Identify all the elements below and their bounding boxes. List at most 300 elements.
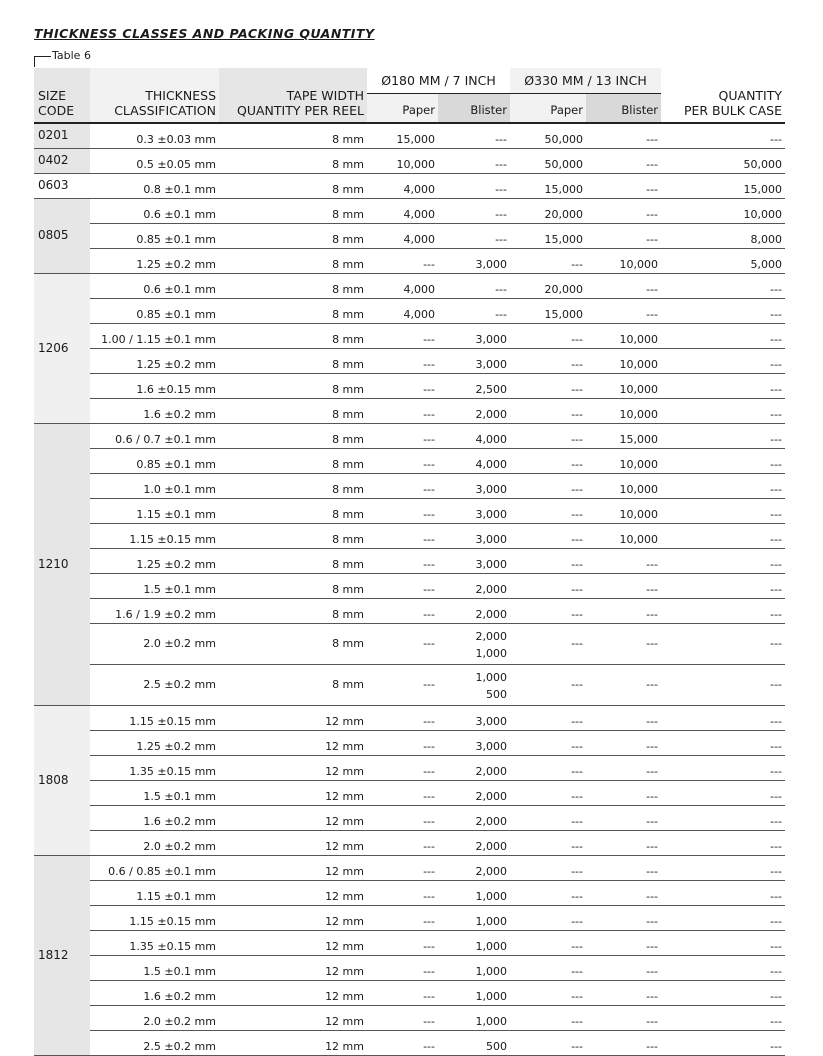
blister-330-cell: --- bbox=[586, 1031, 661, 1056]
table-row bbox=[34, 174, 785, 199]
paper-180-cell: --- bbox=[367, 1031, 438, 1056]
header-reel-330: Ø330 MM / 13 INCH bbox=[510, 68, 661, 94]
bulk-case-cell: 5,000 bbox=[661, 249, 785, 274]
blister-330-cell: 10,000 bbox=[586, 399, 661, 424]
bulk-case-cell: --- bbox=[661, 981, 785, 1006]
thickness-cell: 0.3 ±0.03 mm bbox=[90, 123, 219, 149]
tape-width-cell: 8 mm bbox=[219, 574, 367, 599]
table-row bbox=[34, 524, 785, 549]
thickness-cell: 1.35 ±0.15 mm bbox=[90, 931, 219, 956]
paper-180-cell: 4,000 bbox=[367, 224, 438, 249]
blister-180-cell: 1,000 bbox=[438, 956, 510, 981]
size-code-cell: 1206 bbox=[34, 274, 90, 424]
paper-330-cell: --- bbox=[510, 1031, 586, 1056]
blister-180-cell: 2,000 bbox=[438, 756, 510, 781]
blister-330-cell: 10,000 bbox=[586, 374, 661, 399]
paper-330-cell: --- bbox=[510, 756, 586, 781]
paper-180-cell: --- bbox=[367, 399, 438, 424]
caption-label: Table 6 bbox=[52, 49, 91, 62]
blister-180-cell: 500 bbox=[438, 1031, 510, 1056]
size-code-cell: 0603 bbox=[34, 174, 90, 199]
thickness-cell: 1.6 ±0.2 mm bbox=[90, 981, 219, 1006]
paper-330-cell: --- bbox=[510, 781, 586, 806]
blister-180-cell: --- bbox=[438, 174, 510, 199]
table-row bbox=[34, 1006, 785, 1031]
tape-width-cell: 12 mm bbox=[219, 806, 367, 831]
table-row bbox=[34, 781, 785, 806]
blister-330-cell: --- bbox=[586, 274, 661, 299]
blister-330-cell: --- bbox=[586, 224, 661, 249]
tape-width-cell: 8 mm bbox=[219, 274, 367, 299]
tape-width-cell: 8 mm bbox=[219, 424, 367, 449]
paper-180-cell: --- bbox=[367, 931, 438, 956]
caption-bracket bbox=[34, 56, 51, 67]
paper-180-cell: --- bbox=[367, 806, 438, 831]
thickness-cell: 0.6 ±0.1 mm bbox=[90, 199, 219, 224]
blister-180-cell: 4,000 bbox=[438, 424, 510, 449]
table-row bbox=[34, 324, 785, 349]
tape-width-cell: 8 mm bbox=[219, 499, 367, 524]
blister-180-cell: 2,000 bbox=[438, 599, 510, 624]
paper-330-cell: --- bbox=[510, 349, 586, 374]
table-row bbox=[34, 499, 785, 524]
blister-180-cell: --- bbox=[438, 274, 510, 299]
paper-180-cell: --- bbox=[367, 424, 438, 449]
paper-180-cell: --- bbox=[367, 906, 438, 931]
paper-330-cell: --- bbox=[510, 931, 586, 956]
paper-330-cell: --- bbox=[510, 881, 586, 906]
paper-180-cell: --- bbox=[367, 781, 438, 806]
paper-330-cell: 15,000 bbox=[510, 174, 586, 199]
bulk-case-cell: --- bbox=[661, 599, 785, 624]
paper-180-cell: --- bbox=[367, 831, 438, 856]
paper-330-cell: --- bbox=[510, 731, 586, 756]
tape-width-cell: 8 mm bbox=[219, 524, 367, 549]
paper-330-cell: --- bbox=[510, 549, 586, 574]
bulk-case-cell: --- bbox=[661, 449, 785, 474]
bulk-case-cell: --- bbox=[661, 665, 785, 706]
header-blister-330: Blister bbox=[586, 94, 661, 124]
paper-330-cell: 15,000 bbox=[510, 224, 586, 249]
tape-width-cell: 8 mm bbox=[219, 599, 367, 624]
paper-330-cell: --- bbox=[510, 956, 586, 981]
blister-330-cell: --- bbox=[586, 731, 661, 756]
table-row bbox=[34, 831, 785, 856]
header-tape-width bbox=[219, 68, 367, 123]
header-tape-line2: QUANTITY PER REEL bbox=[237, 103, 364, 118]
thickness-cell: 0.85 ±0.1 mm bbox=[90, 299, 219, 324]
blister-180-value: 1,000 bbox=[475, 671, 507, 684]
table-row bbox=[34, 474, 785, 499]
tape-width-cell: 8 mm bbox=[219, 449, 367, 474]
bulk-case-cell: --- bbox=[661, 956, 785, 981]
size-code-cell: 1210 bbox=[34, 424, 90, 706]
thickness-cell: 2.5 ±0.2 mm bbox=[90, 665, 219, 706]
tape-width-cell: 12 mm bbox=[219, 956, 367, 981]
thickness-cell: 0.8 ±0.1 mm bbox=[90, 174, 219, 199]
blister-180-cell: 3,000 bbox=[438, 249, 510, 274]
blister-180-cell: 2,000 bbox=[438, 781, 510, 806]
bulk-case-cell: --- bbox=[661, 324, 785, 349]
header-bulk-line1: QUANTITY bbox=[718, 88, 783, 103]
table-row bbox=[34, 756, 785, 781]
paper-180-cell: --- bbox=[367, 706, 438, 731]
blister-330-cell: 10,000 bbox=[586, 449, 661, 474]
blister-330-cell: --- bbox=[586, 123, 661, 149]
header-paper-330: Paper bbox=[510, 94, 586, 124]
thickness-cell: 0.6 ±0.1 mm bbox=[90, 274, 219, 299]
paper-180-cell: --- bbox=[367, 499, 438, 524]
blister-330-cell: --- bbox=[586, 199, 661, 224]
tape-width-cell: 8 mm bbox=[219, 665, 367, 706]
tape-width-cell: 8 mm bbox=[219, 349, 367, 374]
tape-width-cell: 8 mm bbox=[219, 174, 367, 199]
bulk-case-cell: 8,000 bbox=[661, 224, 785, 249]
header-thickness bbox=[90, 68, 219, 123]
blister-330-cell: 10,000 bbox=[586, 474, 661, 499]
bulk-case-cell: --- bbox=[661, 349, 785, 374]
paper-180-cell: --- bbox=[367, 374, 438, 399]
blister-180-cell bbox=[438, 665, 510, 706]
tape-width-cell: 8 mm bbox=[219, 199, 367, 224]
paper-180-cell: --- bbox=[367, 574, 438, 599]
paper-180-cell: --- bbox=[367, 249, 438, 274]
bulk-case-cell: --- bbox=[661, 931, 785, 956]
blister-180-cell: 3,000 bbox=[438, 524, 510, 549]
paper-180-cell: --- bbox=[367, 474, 438, 499]
paper-180-cell: 4,000 bbox=[367, 274, 438, 299]
tape-width-cell: 12 mm bbox=[219, 981, 367, 1006]
blister-180-cell: 2,000 bbox=[438, 574, 510, 599]
blister-330-cell: 10,000 bbox=[586, 499, 661, 524]
bulk-case-cell: --- bbox=[661, 706, 785, 731]
table-row bbox=[34, 199, 785, 224]
blister-330-cell: --- bbox=[586, 931, 661, 956]
tape-width-cell: 8 mm bbox=[219, 399, 367, 424]
bulk-case-cell: --- bbox=[661, 731, 785, 756]
blister-330-cell: --- bbox=[586, 906, 661, 931]
tape-width-cell: 12 mm bbox=[219, 831, 367, 856]
tape-width-cell: 12 mm bbox=[219, 906, 367, 931]
thickness-cell: 1.25 ±0.2 mm bbox=[90, 349, 219, 374]
blister-330-cell: --- bbox=[586, 806, 661, 831]
paper-330-cell: 50,000 bbox=[510, 123, 586, 149]
blister-180-cell: 4,000 bbox=[438, 449, 510, 474]
page-title: THICKNESS CLASSES AND PACKING QUANTITY bbox=[34, 26, 375, 41]
bulk-case-cell: --- bbox=[661, 299, 785, 324]
paper-330-cell: --- bbox=[510, 524, 586, 549]
table-row bbox=[34, 665, 785, 706]
blister-330-cell: --- bbox=[586, 174, 661, 199]
paper-330-cell: --- bbox=[510, 665, 586, 706]
blister-330-cell: --- bbox=[586, 881, 661, 906]
thickness-cell: 2.5 ±0.2 mm bbox=[90, 1031, 219, 1056]
paper-330-cell: --- bbox=[510, 856, 586, 881]
thickness-cell: 1.6 ±0.15 mm bbox=[90, 374, 219, 399]
blister-180-cell: 3,000 bbox=[438, 349, 510, 374]
paper-180-cell: --- bbox=[367, 524, 438, 549]
paper-330-cell: --- bbox=[510, 906, 586, 931]
paper-180-cell: --- bbox=[367, 549, 438, 574]
tape-width-cell: 8 mm bbox=[219, 249, 367, 274]
blister-330-cell: --- bbox=[586, 756, 661, 781]
bulk-case-cell: --- bbox=[661, 856, 785, 881]
blister-330-cell: --- bbox=[586, 1006, 661, 1031]
blister-180-cell: 2,000 bbox=[438, 856, 510, 881]
blister-330-cell: --- bbox=[586, 624, 661, 665]
table-row bbox=[34, 349, 785, 374]
blister-180-cell: 3,000 bbox=[438, 549, 510, 574]
thickness-cell: 1.25 ±0.2 mm bbox=[90, 731, 219, 756]
thickness-cell: 0.6 / 0.7 ±0.1 mm bbox=[90, 424, 219, 449]
paper-180-cell: --- bbox=[367, 956, 438, 981]
table-row bbox=[34, 624, 785, 665]
size-code-cell: 1808 bbox=[34, 706, 90, 856]
blister-330-cell: 10,000 bbox=[586, 349, 661, 374]
bulk-case-cell: 10,000 bbox=[661, 199, 785, 224]
table-row bbox=[34, 374, 785, 399]
tape-width-cell: 12 mm bbox=[219, 781, 367, 806]
bulk-case-cell: --- bbox=[661, 499, 785, 524]
paper-330-cell: --- bbox=[510, 424, 586, 449]
bulk-case-cell: --- bbox=[661, 806, 785, 831]
thickness-cell: 1.15 ±0.15 mm bbox=[90, 706, 219, 731]
blister-180-cell: --- bbox=[438, 123, 510, 149]
thickness-cell: 1.5 ±0.1 mm bbox=[90, 956, 219, 981]
paper-180-cell: 4,000 bbox=[367, 174, 438, 199]
thickness-cell: 1.6 / 1.9 ±0.2 mm bbox=[90, 599, 219, 624]
header-paper-180: Paper bbox=[367, 94, 438, 124]
thickness-cell: 2.0 ±0.2 mm bbox=[90, 624, 219, 665]
table-row bbox=[34, 449, 785, 474]
paper-180-cell: --- bbox=[367, 881, 438, 906]
paper-330-cell: --- bbox=[510, 474, 586, 499]
thickness-cell: 2.0 ±0.2 mm bbox=[90, 831, 219, 856]
bulk-case-cell: --- bbox=[661, 624, 785, 665]
size-code-cell: 0805 bbox=[34, 199, 90, 274]
paper-330-cell: --- bbox=[510, 1006, 586, 1031]
blister-180-value-alt: 1,000 bbox=[475, 647, 507, 660]
paper-180-cell: --- bbox=[367, 599, 438, 624]
paper-180-cell: 15,000 bbox=[367, 123, 438, 149]
thickness-cell: 1.35 ±0.15 mm bbox=[90, 756, 219, 781]
bulk-case-cell: 15,000 bbox=[661, 174, 785, 199]
paper-180-cell: --- bbox=[367, 624, 438, 665]
paper-180-cell: 4,000 bbox=[367, 199, 438, 224]
blister-180-value: 2,000 bbox=[475, 630, 507, 643]
table-row bbox=[34, 249, 785, 274]
paper-330-cell: --- bbox=[510, 806, 586, 831]
blister-330-cell: --- bbox=[586, 549, 661, 574]
bulk-case-cell: --- bbox=[661, 1006, 785, 1031]
bulk-case-cell: --- bbox=[661, 906, 785, 931]
paper-330-cell: --- bbox=[510, 324, 586, 349]
blister-180-cell: 3,000 bbox=[438, 731, 510, 756]
blister-180-cell: 2,000 bbox=[438, 831, 510, 856]
bulk-case-cell: --- bbox=[661, 374, 785, 399]
header-reel-180: Ø180 MM / 7 INCH bbox=[367, 68, 510, 94]
bulk-case-cell: --- bbox=[661, 881, 785, 906]
table-row bbox=[34, 224, 785, 249]
paper-180-cell: --- bbox=[367, 981, 438, 1006]
blister-330-cell: --- bbox=[586, 574, 661, 599]
blister-180-cell: 1,000 bbox=[438, 881, 510, 906]
table-row bbox=[34, 731, 785, 756]
thickness-cell: 1.5 ±0.1 mm bbox=[90, 781, 219, 806]
table-row bbox=[34, 1031, 785, 1056]
table-body bbox=[34, 123, 785, 1056]
size-code-cell: 0402 bbox=[34, 149, 90, 174]
table-row bbox=[34, 549, 785, 574]
table-row bbox=[34, 149, 785, 174]
blister-180-cell: --- bbox=[438, 199, 510, 224]
blister-180-cell: 1,000 bbox=[438, 906, 510, 931]
blister-330-cell: --- bbox=[586, 299, 661, 324]
tape-width-cell: 8 mm bbox=[219, 149, 367, 174]
tape-width-cell: 8 mm bbox=[219, 123, 367, 149]
blister-330-cell: --- bbox=[586, 706, 661, 731]
bulk-case-cell: --- bbox=[661, 574, 785, 599]
paper-180-cell: --- bbox=[367, 324, 438, 349]
paper-330-cell: --- bbox=[510, 624, 586, 665]
blister-330-cell: --- bbox=[586, 781, 661, 806]
blister-180-cell: --- bbox=[438, 149, 510, 174]
header-size-line2: CODE bbox=[38, 103, 75, 118]
table-row bbox=[34, 881, 785, 906]
paper-330-cell: 20,000 bbox=[510, 274, 586, 299]
tape-width-cell: 8 mm bbox=[219, 374, 367, 399]
bulk-case-cell: --- bbox=[661, 1031, 785, 1056]
size-code-cell: 1812 bbox=[34, 856, 90, 1056]
blister-180-cell: 1,000 bbox=[438, 981, 510, 1006]
bulk-case-cell: --- bbox=[661, 756, 785, 781]
table-row bbox=[34, 906, 785, 931]
bulk-case-cell: --- bbox=[661, 274, 785, 299]
blister-180-cell: 1,000 bbox=[438, 931, 510, 956]
paper-330-cell: --- bbox=[510, 449, 586, 474]
blister-330-cell: --- bbox=[586, 856, 661, 881]
table-row bbox=[34, 599, 785, 624]
blister-180-cell: 3,000 bbox=[438, 474, 510, 499]
bulk-case-cell: --- bbox=[661, 474, 785, 499]
paper-330-cell: 20,000 bbox=[510, 199, 586, 224]
table-row bbox=[34, 399, 785, 424]
header-size-line1: SIZE bbox=[38, 88, 67, 103]
blister-330-cell: --- bbox=[586, 831, 661, 856]
blister-330-cell: --- bbox=[586, 665, 661, 706]
paper-330-cell: --- bbox=[510, 981, 586, 1006]
tape-width-cell: 8 mm bbox=[219, 624, 367, 665]
blister-180-cell: 3,000 bbox=[438, 499, 510, 524]
table-row bbox=[34, 856, 785, 881]
bulk-case-cell: --- bbox=[661, 524, 785, 549]
paper-180-cell: --- bbox=[367, 1006, 438, 1031]
blister-180-cell: 3,000 bbox=[438, 324, 510, 349]
bulk-case-cell: --- bbox=[661, 399, 785, 424]
paper-330-cell: --- bbox=[510, 706, 586, 731]
thickness-cell: 0.85 ±0.1 mm bbox=[90, 224, 219, 249]
paper-180-cell: --- bbox=[367, 449, 438, 474]
tape-width-cell: 8 mm bbox=[219, 324, 367, 349]
thickness-cell: 0.6 / 0.85 ±0.1 mm bbox=[90, 856, 219, 881]
table-row bbox=[34, 574, 785, 599]
paper-180-cell: 10,000 bbox=[367, 149, 438, 174]
table-row bbox=[34, 706, 785, 731]
blister-330-cell: --- bbox=[586, 956, 661, 981]
paper-180-cell: --- bbox=[367, 665, 438, 706]
bulk-case-cell: --- bbox=[661, 831, 785, 856]
blister-330-cell: --- bbox=[586, 599, 661, 624]
header-bulk-case bbox=[661, 68, 785, 123]
table-row bbox=[34, 956, 785, 981]
paper-330-cell: --- bbox=[510, 374, 586, 399]
thickness-cell: 1.25 ±0.2 mm bbox=[90, 249, 219, 274]
paper-180-cell: --- bbox=[367, 756, 438, 781]
size-code-cell: 0201 bbox=[34, 123, 90, 149]
header-size-code bbox=[34, 68, 90, 123]
thickness-cell: 1.5 ±0.1 mm bbox=[90, 574, 219, 599]
tape-width-cell: 8 mm bbox=[219, 299, 367, 324]
paper-180-cell: --- bbox=[367, 349, 438, 374]
tape-width-cell: 12 mm bbox=[219, 1031, 367, 1056]
thickness-cell: 1.0 ±0.1 mm bbox=[90, 474, 219, 499]
paper-330-cell: --- bbox=[510, 399, 586, 424]
paper-180-cell: --- bbox=[367, 856, 438, 881]
packing-table bbox=[34, 68, 785, 1056]
paper-330-cell: --- bbox=[510, 499, 586, 524]
tape-width-cell: 8 mm bbox=[219, 549, 367, 574]
paper-330-cell: --- bbox=[510, 574, 586, 599]
blister-330-cell: 10,000 bbox=[586, 249, 661, 274]
table-row bbox=[34, 806, 785, 831]
paper-330-cell: --- bbox=[510, 249, 586, 274]
paper-330-cell: 15,000 bbox=[510, 299, 586, 324]
thickness-cell: 0.5 ±0.05 mm bbox=[90, 149, 219, 174]
tape-width-cell: 12 mm bbox=[219, 856, 367, 881]
thickness-cell: 1.15 ±0.15 mm bbox=[90, 906, 219, 931]
blister-330-cell: --- bbox=[586, 149, 661, 174]
thickness-cell: 1.6 ±0.2 mm bbox=[90, 806, 219, 831]
table-row bbox=[34, 981, 785, 1006]
header-thickness-line1: THICKNESS bbox=[145, 88, 216, 103]
tape-width-cell: 8 mm bbox=[219, 474, 367, 499]
thickness-cell: 2.0 ±0.2 mm bbox=[90, 1006, 219, 1031]
paper-180-cell: --- bbox=[367, 731, 438, 756]
tape-width-cell: 12 mm bbox=[219, 1006, 367, 1031]
blister-330-cell: 15,000 bbox=[586, 424, 661, 449]
blister-180-cell: --- bbox=[438, 299, 510, 324]
thickness-cell: 1.25 ±0.2 mm bbox=[90, 549, 219, 574]
thickness-cell: 0.85 ±0.1 mm bbox=[90, 449, 219, 474]
tape-width-cell: 12 mm bbox=[219, 931, 367, 956]
header-blister-180: Blister bbox=[438, 94, 510, 124]
paper-330-cell: --- bbox=[510, 599, 586, 624]
blister-180-cell: 3,000 bbox=[438, 706, 510, 731]
header-tape-line1: TAPE WIDTH bbox=[286, 88, 364, 103]
thickness-cell: 1.00 / 1.15 ±0.1 mm bbox=[90, 324, 219, 349]
paper-330-cell: --- bbox=[510, 831, 586, 856]
blister-180-cell: --- bbox=[438, 224, 510, 249]
blister-180-cell: 1,000 bbox=[438, 1006, 510, 1031]
bulk-case-cell: --- bbox=[661, 549, 785, 574]
thickness-cell: 1.15 ±0.1 mm bbox=[90, 881, 219, 906]
bulk-case-cell: 50,000 bbox=[661, 149, 785, 174]
table-row bbox=[34, 931, 785, 956]
blister-330-cell: 10,000 bbox=[586, 524, 661, 549]
bulk-case-cell: --- bbox=[661, 123, 785, 149]
table-row bbox=[34, 299, 785, 324]
blister-180-cell: 2,500 bbox=[438, 374, 510, 399]
